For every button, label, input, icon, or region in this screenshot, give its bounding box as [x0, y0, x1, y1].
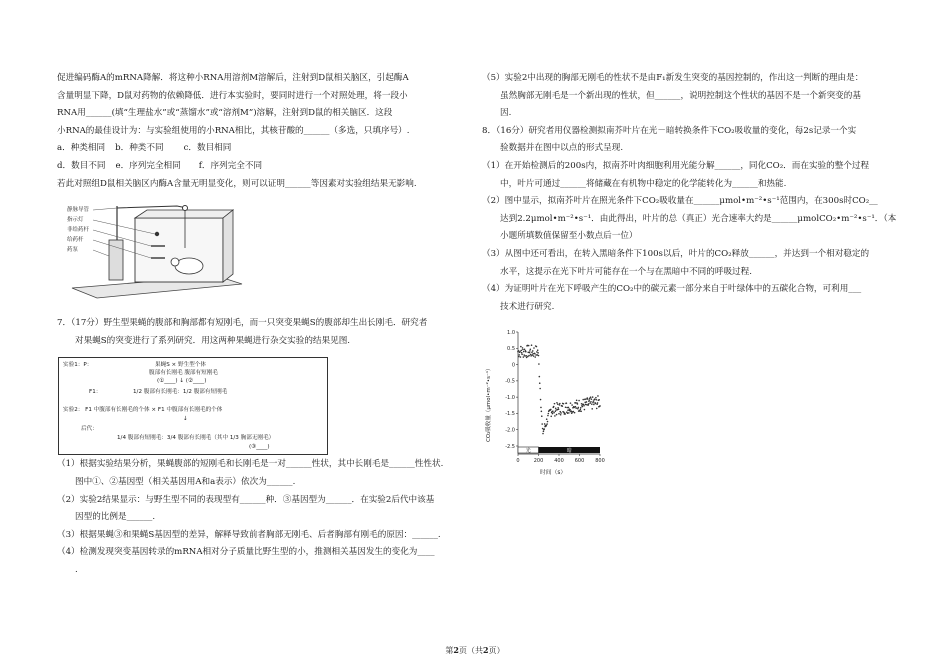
data-point — [548, 413, 550, 415]
data-point — [529, 352, 531, 354]
data-point — [598, 399, 600, 401]
data-point — [534, 356, 536, 358]
left-column — [57, 70, 467, 580]
data-point — [568, 412, 570, 414]
data-point — [554, 403, 556, 405]
q5-line: 因. — [500, 108, 512, 119]
data-point — [570, 402, 572, 404]
option-e: e．序列完全相同 — [115, 160, 181, 171]
q7-part-line: . — [75, 564, 78, 575]
data-point — [542, 428, 544, 430]
data-point — [556, 414, 558, 416]
data-point — [594, 398, 596, 400]
data-point — [597, 402, 599, 404]
data-point — [591, 408, 593, 410]
data-point — [521, 354, 523, 356]
data-point — [564, 413, 566, 415]
data-point — [591, 403, 593, 405]
data-point — [555, 407, 557, 409]
data-point — [567, 409, 569, 411]
q7-stem-line: 对果蝇S的突变进行了系列研究．用这两种果蝇进行杂交实验的结果见图. — [75, 335, 351, 346]
data-point — [525, 355, 527, 357]
data-point — [593, 404, 595, 406]
data-point — [531, 351, 533, 353]
cross-offspring-label: 后代： — [81, 426, 98, 432]
cross-offspring-genotype: (③____) — [249, 444, 270, 450]
data-point — [553, 412, 555, 414]
q7-part-line: （1）根据实验结果分析，果蝇腹部的短刚毛和长刚毛是一对______性状，其中长刚毛是______性性状. — [57, 459, 444, 470]
q8-part-line: 水平，这提示在光下叶片可能存在一个与在黑暗中不同的呼吸过程. — [500, 266, 752, 277]
data-point — [530, 349, 532, 351]
q7-part-line: （3）根据果蝇③和果蝇S基因型的差异，解释导致前者胸部无刚毛、后者胸部有刚毛的原因：______. — [57, 529, 441, 540]
option-d: d．数目不同 — [57, 160, 106, 171]
x-tick-label: 600 — [574, 458, 585, 464]
q8-part-line: （4）为证明叶片在光下呼吸产生的CO₂中的碳元素一部分来自于叶绿体中的五碳化合物，可利用___ — [482, 284, 862, 295]
cage-top — [135, 210, 233, 218]
cross-exp1-label: 实验1：P： — [63, 362, 93, 368]
cage-box — [135, 218, 223, 282]
option-f: f．序列完全不同 — [198, 160, 263, 171]
data-point — [566, 402, 568, 404]
data-point — [571, 404, 573, 406]
q8-part-line: 小题所填数值保留至小数点后一位） — [500, 231, 638, 242]
data-point — [546, 423, 548, 425]
q8-part-line: （3）从图中还可看出，在转入黑暗条件下100s以后，叶片的CO₂释放______，并达到一个相对稳定的 — [482, 248, 870, 259]
data-point — [576, 399, 578, 401]
data-point — [557, 407, 559, 409]
q7-part-line: 图中①、②基因型（相关基因用A和a表示）依次为______. — [75, 476, 296, 487]
data-point — [553, 406, 555, 408]
data-point — [518, 354, 520, 356]
data-point — [599, 405, 601, 407]
data-point — [520, 356, 522, 358]
y-tick-label: 0 — [511, 362, 515, 369]
data-point — [575, 407, 577, 409]
q6-text-line: 促进编码酶A的mRNA降解．将这种小RNA用溶剂M溶解后，注射到D鼠相关脑区，引起酶A — [57, 73, 409, 83]
y-tick-label: -1.0 — [505, 394, 515, 401]
data-point — [577, 407, 579, 409]
footer-page: 2 — [453, 645, 459, 655]
drug-pump — [109, 240, 123, 280]
q7-part-line: （4）检测发现突变基因转录的mRNA相对分子质量比野生型的小，推测相关基因发生的变化为____ — [57, 547, 435, 558]
q6-text-line: 含量明显下降，D鼠对药物的依赖降低．进行本实验时，要同时进行一个对照处理，将一段小 — [57, 90, 408, 101]
data-point — [520, 346, 522, 348]
chart-points — [517, 344, 601, 434]
data-point — [550, 409, 552, 411]
data-point — [582, 406, 584, 408]
cross-f1-label: F1： — [89, 389, 102, 395]
option-a: a．种类相同 — [57, 143, 106, 154]
data-point — [539, 382, 541, 384]
data-point — [518, 350, 520, 352]
q6-conclusion: 若此对照组D鼠相关脑区内酶A含量无明显变化，则可以证明______等因素对实验组结果无影响. — [57, 178, 417, 189]
q8-stem-line: 8．（16分）研究者用仪器检测拟南芥叶片在光－暗转换条件下CO₂吸收量的变化，每2s记录一个实 — [482, 125, 857, 136]
page-footer — [0, 645, 950, 656]
data-point — [589, 399, 591, 401]
cross-exp2: 实验2： F1 中腹部有长刚毛的个体 × F1 中腹部有长刚毛的个体 — [63, 407, 223, 413]
data-point — [578, 400, 580, 402]
data-point — [580, 407, 582, 409]
data-point — [524, 349, 526, 351]
data-point — [552, 413, 554, 415]
data-point — [525, 351, 527, 353]
q8-part-line: （2）图中显示，拟南芥叶片在照光条件下CO₂吸收量在______μmol•m⁻²•s⁻¹范围内，在300s时CO₂__ — [482, 196, 878, 207]
cage-side — [223, 210, 233, 282]
data-point — [521, 352, 523, 354]
data-point — [557, 403, 559, 405]
data-point — [518, 356, 520, 358]
data-point — [528, 345, 530, 347]
cross-diagram — [58, 357, 328, 455]
label-indicator: 指示灯 — [67, 217, 84, 223]
data-point — [590, 396, 592, 398]
data-point — [541, 411, 543, 413]
q6-text-line: RNA用______(填“生理盐水”或“蒸馏水”或“溶剂M”)溶解，注射到D鼠的相关脑区．这段 — [57, 108, 393, 119]
data-point — [592, 396, 594, 398]
right-column — [482, 70, 899, 316]
cross-parents: 果蝇S × 野生型个体 — [155, 362, 206, 368]
q5-line: （5）实验2中出现的胸部无刚毛的性状不是由F₁新发生突变的基因控制的，作出这一判断的理由是： — [482, 73, 864, 83]
data-point — [574, 412, 576, 414]
data-point — [558, 413, 560, 415]
data-point — [544, 423, 546, 425]
options-row-1 — [57, 140, 467, 158]
label-non-drug-lever: 非给药杆 — [67, 227, 90, 233]
data-point — [528, 355, 530, 357]
data-point — [580, 410, 582, 412]
data-point — [596, 408, 598, 410]
data-point — [588, 403, 590, 405]
options-row-2 — [57, 158, 467, 176]
data-point — [584, 409, 586, 411]
data-point — [597, 395, 599, 397]
footer-suffix: 页） — [488, 646, 505, 655]
data-point — [583, 405, 585, 407]
cross-arrow: ↓ — [183, 416, 188, 422]
data-point — [543, 428, 545, 430]
y-tick-label: -2.0 — [505, 427, 515, 434]
data-point — [530, 354, 532, 356]
q8-part-line: 中，叶片可通过______将储藏在有机物中稳定的化学能转化为______和热能. — [500, 178, 787, 189]
footer-total: 2 — [483, 645, 489, 655]
data-point — [520, 350, 522, 352]
q8-part-line: 达到2.2μmol•m⁻²•s⁻¹．由此得出，叶片的总（真正）光合速率大约是______μmolCO₂•m⁻²•s⁻¹．（本 — [500, 213, 897, 224]
q8-stem-line: 验数据并在图中以点的形式呈现. — [500, 143, 624, 154]
indicator-lamp — [155, 232, 159, 236]
co2-chart — [482, 322, 612, 478]
data-point — [536, 346, 538, 348]
x-tick-label: 0 — [516, 458, 520, 464]
data-point — [559, 404, 561, 406]
cross-offspring-result: 1/4 腹部有短刚毛：3/4 腹部有长刚毛（其中 1/3 胸部无刚毛） — [117, 435, 275, 441]
data-point — [546, 418, 548, 420]
data-point — [532, 350, 534, 352]
data-point — [542, 433, 544, 435]
q7-part-line: （2）实验2结果显示：与野生型不同的表现型有______种．③基因型为______．在实验2后代中该基 — [57, 494, 435, 505]
data-point — [560, 414, 562, 416]
data-point — [522, 347, 524, 349]
rat-body — [175, 258, 203, 274]
data-point — [582, 399, 584, 401]
q8-part-line: （1）在开始检测后的200s内，拟南芥叶肉细胞利用光能分解______，同化CO₂．而在实验的整个过程 — [482, 160, 870, 171]
data-point — [547, 421, 549, 423]
q7-part-line: 因型的比例是______. — [75, 512, 156, 523]
data-point — [537, 349, 539, 351]
data-point — [575, 406, 577, 408]
data-point — [591, 398, 593, 400]
data-point — [596, 399, 598, 401]
cross-parent-genotypes: (①____) ↓ (②____) — [157, 378, 207, 384]
data-point — [569, 409, 571, 411]
q5-line: 虽然胸部无刚毛是一个新出现的性状，但______，说明控制这个性状的基因不是一个新突变的基 — [500, 90, 861, 101]
data-point — [540, 407, 542, 409]
data-point — [541, 423, 543, 425]
data-point — [522, 349, 524, 351]
q8-part-line: 技术进行研究. — [500, 301, 555, 312]
label-drug-pump: 药泵 — [67, 247, 79, 253]
footer-prefix: 第 — [445, 646, 454, 655]
data-point — [593, 400, 595, 402]
x-tick-label: 400 — [554, 458, 564, 464]
swivel-joint — [183, 206, 188, 211]
data-point — [568, 407, 570, 409]
cross-parent-phenotypes: 腹部有长刚毛 腹部有短刚毛 — [149, 370, 218, 376]
y-tick-label: -0.5 — [505, 378, 515, 385]
data-point — [595, 397, 597, 399]
y-tick-label: 0.5 — [507, 346, 515, 353]
option-b: b．种类不同 — [115, 143, 164, 154]
data-point — [529, 350, 531, 352]
rat-head — [171, 258, 179, 266]
data-point — [580, 409, 582, 411]
data-point — [573, 411, 575, 413]
x-tick-label: 800 — [595, 458, 605, 464]
data-point — [560, 412, 562, 414]
apparatus-figure — [67, 196, 247, 302]
label-catheter: 静脉导管 — [67, 207, 90, 213]
data-point — [558, 408, 560, 410]
data-point — [556, 402, 558, 404]
data-point — [561, 405, 563, 407]
data-point — [559, 403, 561, 405]
dark-bar-label: 暗 — [566, 448, 572, 454]
data-point — [539, 388, 541, 390]
footer-middle: 页（共 — [459, 646, 483, 655]
x-tick-label: 200 — [533, 458, 544, 464]
q7-stem-line: 7．（17分）野生型果蝇的腹部和胸部都有短刚毛，而一只突变果蝇S的腹部却生出长刚毛．研究者 — [57, 318, 428, 329]
data-point — [563, 403, 565, 405]
cross-f1-result: 1/2 腹部有长刚毛：1/2 腹部有短刚毛 — [133, 389, 228, 395]
chart-xlabel: 时间（s） — [540, 470, 567, 476]
data-point — [590, 401, 592, 403]
data-point — [565, 406, 567, 408]
light-bar-label: 光 — [525, 448, 531, 454]
data-point — [552, 410, 554, 412]
y-tick-label: -1.5 — [505, 411, 515, 418]
data-point — [550, 416, 552, 418]
data-point — [533, 347, 535, 349]
q6-text-line: 小RNA的最佳设计为：与实验组使用的小RNA相比，其核苷酸的______（多选，只填序号）. — [57, 125, 410, 136]
data-point — [538, 363, 540, 365]
data-point — [523, 351, 525, 353]
data-point — [531, 344, 533, 346]
data-point — [538, 355, 540, 357]
data-point — [586, 401, 588, 403]
data-point — [540, 399, 542, 401]
data-point — [541, 415, 543, 417]
chart-ylabel: CO₂吸收量（μmol•m⁻²•s⁻¹） — [486, 365, 492, 442]
data-point — [519, 351, 521, 353]
data-point — [533, 355, 535, 357]
data-point — [595, 403, 597, 405]
data-point — [547, 415, 549, 417]
data-point — [539, 376, 541, 378]
data-point — [543, 430, 545, 432]
catheter-line — [117, 206, 187, 208]
data-point — [537, 352, 539, 354]
option-c: c．数目相同 — [183, 143, 232, 154]
data-point — [534, 353, 536, 355]
data-point — [554, 415, 556, 417]
data-point — [577, 403, 579, 405]
data-point — [523, 356, 525, 358]
y-tick-label: 1.0 — [507, 329, 515, 336]
y-tick-label: -2.5 — [505, 443, 515, 450]
data-point — [587, 398, 589, 400]
label-drug-lever: 给药杆 — [67, 237, 84, 243]
